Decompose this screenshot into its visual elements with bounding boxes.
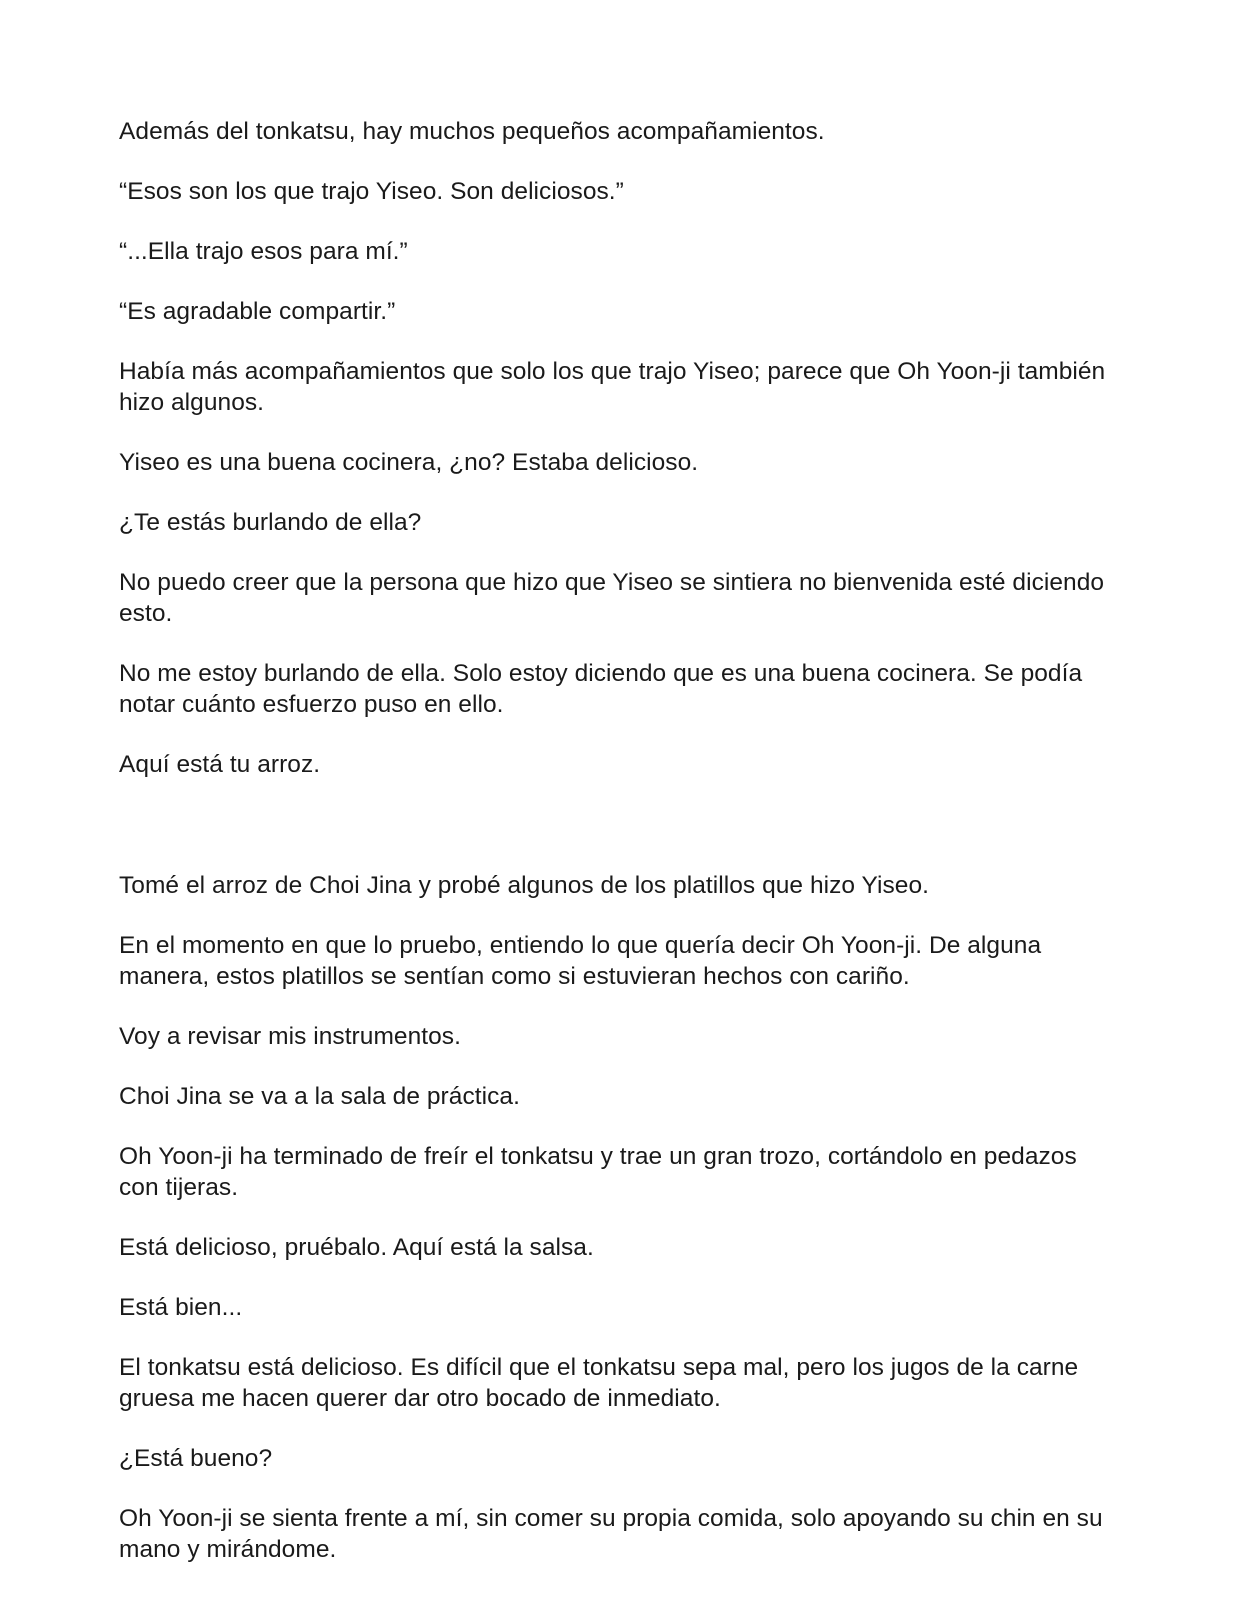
paragraph: Voy a revisar mis instrumentos. bbox=[119, 1023, 461, 1050]
paragraph: Está delicioso, pruébalo. Aquí está la salsa. bbox=[119, 1234, 594, 1261]
paragraph: El tonkatsu está delicioso. Es difícil que el tonkatsu sepa mal, pero los jugos de la carne gruesa me hacen querer dar otro bocado de inmediato. bbox=[119, 1354, 1079, 1412]
paragraph: Oh Yoon-ji ha terminado de freír el tonkatsu y trae un gran trozo, cortándolo en pedazos con tijeras. bbox=[119, 1143, 1077, 1201]
paragraph: Aquí está tu arroz. bbox=[119, 751, 321, 778]
paragraph: “Esos son los que trajo Yiseo. Son deliciosos.” bbox=[119, 178, 624, 205]
paragraph: Había más acompañamientos que solo los que trajo Yiseo; parece que Oh Yoon-ji también hizo algunos. bbox=[119, 358, 1106, 416]
paragraph: En el momento en que lo pruebo, entiendo lo que quería decir Oh Yoon-ji. De alguna manera, estos platillos se sentían como si estuvieran hechos con cariño. bbox=[119, 932, 1042, 990]
paragraph: ¿Te estás burlando de ella? bbox=[119, 509, 422, 536]
paragraph: Yiseo es una buena cocinera, ¿no? Estaba delicioso. bbox=[119, 449, 699, 476]
paragraph: Oh Yoon-ji se sienta frente a mí, sin comer su propia comida, solo apoyando su chin en su mano y mirándome. bbox=[119, 1505, 1103, 1563]
paragraph: ¿Está bueno? bbox=[119, 1445, 273, 1472]
paragraph: No puedo creer que la persona que hizo que Yiseo se sintiera no bienvenida esté diciendo esto. bbox=[119, 569, 1105, 627]
paragraph: Está bien... bbox=[119, 1294, 243, 1321]
paragraph: No me estoy burlando de ella. Solo estoy diciendo que es una buena cocinera. Se podía notar cuánto esfuerzo puso en ello. bbox=[119, 660, 1083, 718]
paragraph: Choi Jina se va a la sala de práctica. bbox=[119, 1083, 520, 1110]
paragraph: “Es agradable compartir.” bbox=[119, 298, 396, 325]
paragraph: Tomé el arroz de Choi Jina y probé algunos de los platillos que hizo Yiseo. bbox=[119, 872, 930, 899]
paragraph: Además del tonkatsu, hay muchos pequeños acompañamientos. bbox=[119, 118, 825, 145]
paragraph: “...Ella trajo esos para mí.” bbox=[119, 238, 408, 265]
